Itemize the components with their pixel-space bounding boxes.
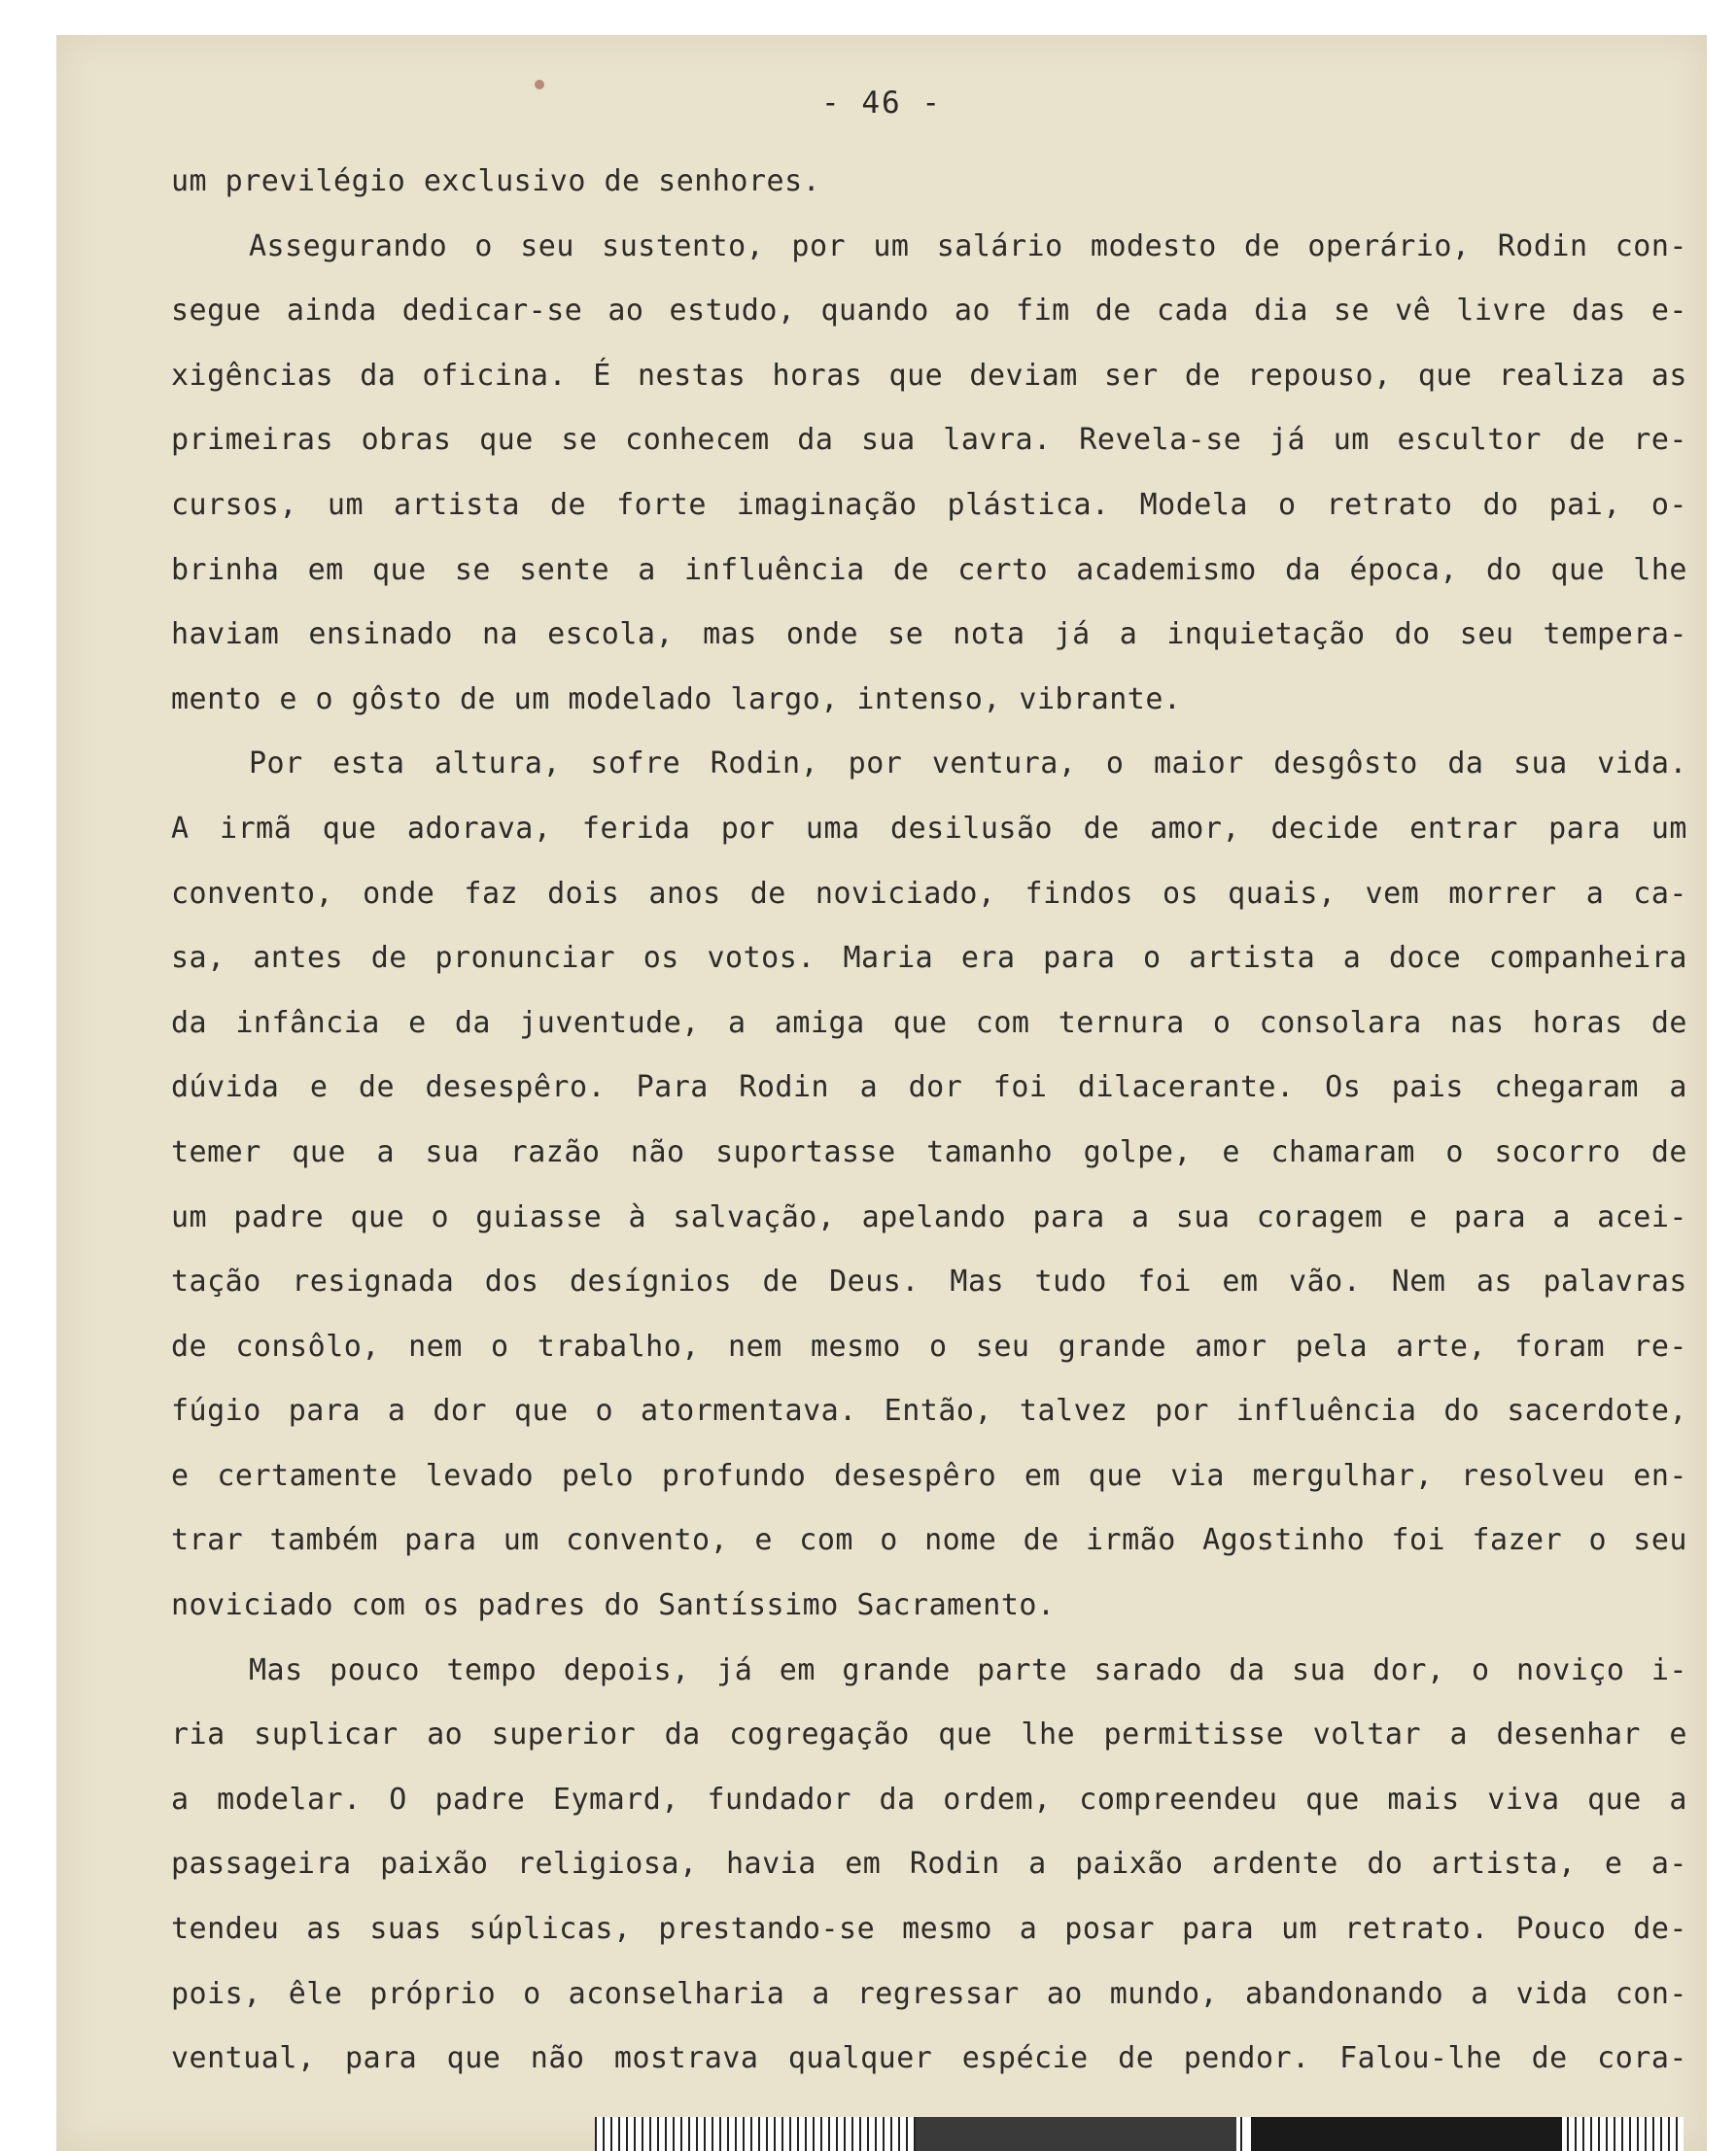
text-line: ria suplicar ao superior da cogregação que lhe permitisse voltar a desenhar e: [171, 1717, 1687, 1752]
text-line: xigências da oficina. É nestas horas que deviam ser de repouso, que realiza as: [171, 358, 1687, 393]
text-line: passageira paixão religiosa, havia em Rodin a paixão ardente do artista, e a-: [171, 1847, 1687, 1882]
text-line: temer que a sua razão não suportasse tamanho golpe, e chamaram o socorro de: [171, 1134, 1687, 1169]
text-line: sa, antes de pronunciar os votos. Maria era para o artista a doce companheira: [171, 941, 1687, 976]
ruler-black-block: [1251, 2117, 1562, 2151]
text-line: noviciado com os padres do Santíssimo Sacramento.: [171, 1588, 1056, 1623]
text-line: segue ainda dedicar-se ao estudo, quando ao fim de cada dia se vê livre das e-: [171, 294, 1687, 329]
text-line: da infância e da juventude, a amiga que com ternura o consolara nas horas de: [171, 1005, 1687, 1040]
text-line: um previlégio exclusivo de senhores.: [171, 164, 821, 198]
typewritten-page: [56, 35, 1707, 2151]
text-line: tendeu as suas súplicas, prestando-se mesmo a posar para um retrato. Pouco de-: [171, 1912, 1687, 1947]
text-line: convento, onde faz dois anos de noviciado, findos os quais, vem morrer a ca-: [171, 876, 1687, 911]
text-line: trar também para um convento, e com o nome de irmão Agostinho foi fazer o seu: [171, 1523, 1687, 1558]
page-number: - 46 -: [821, 86, 942, 121]
text-line: dúvida e de desespêro. Para Rodin a dor foi dilacerante. Os pais chegaram a: [171, 1070, 1687, 1105]
text-line: ventual, para que não mostrava qualquer espécie de pendor. Falou-lhe de cora-: [171, 2041, 1687, 2076]
text-line: A irmã que adorava, ferida por uma desilusão de amor, decide entrar para um: [171, 811, 1687, 846]
text-line: brinha em que se sente a influência de certo academismo da época, do que lhe: [171, 552, 1687, 587]
text-line: primeiras obras que se conhecem da sua lavra. Revela-se já um escultor de re-: [171, 423, 1687, 458]
text-line: de consôlo, nem o trabalho, nem mesmo o seu grande amor pela arte, foram re-: [171, 1329, 1687, 1364]
text-line: mento e o gôsto de um modelado largo, intenso, vibrante.: [171, 681, 1182, 716]
text-line: pois, êle próprio o aconselharia a regressar ao mundo, abandonando a vida con-: [171, 1976, 1687, 2011]
text-line: Por esta altura, sofre Rodin, por ventura, o maior desgôsto da sua vida.: [249, 746, 1687, 781]
body-text: [171, 150, 1687, 2092]
text-line: e certamente levado pelo profundo desespêro em que via mergulhar, resolveu en-: [171, 1458, 1687, 1493]
scan-color-ruler: [595, 2117, 1684, 2151]
text-line: tação resignada dos desígnios de Deus. Mas tudo foi em vão. Nem as palavras: [171, 1265, 1687, 1300]
text-line: Assegurando o seu sustento, por um salário modesto de operário, Rodin con-: [249, 228, 1687, 263]
text-line: fúgio para a dor que o atormentava. Então, talvez por influência do sacerdote,: [171, 1394, 1687, 1429]
text-line: cursos, um artista de forte imaginação plástica. Modela o retrato do pai, o-: [171, 487, 1687, 522]
text-line: haviam ensinado na escola, mas onde se nota já a inquietação do seu tempera-: [171, 617, 1687, 652]
text-line: a modelar. O padre Eymard, fundador da ordem, compreendeu que mais viva que a: [171, 1782, 1687, 1817]
text-line: Mas pouco tempo depois, já em grande parte sarado da sua dor, o noviço i-: [249, 1652, 1687, 1687]
text-line: um padre que o guiasse à salvação, apelando para a sua coragem e para a acei-: [171, 1199, 1687, 1234]
ruler-grey-block: [916, 2117, 1236, 2151]
